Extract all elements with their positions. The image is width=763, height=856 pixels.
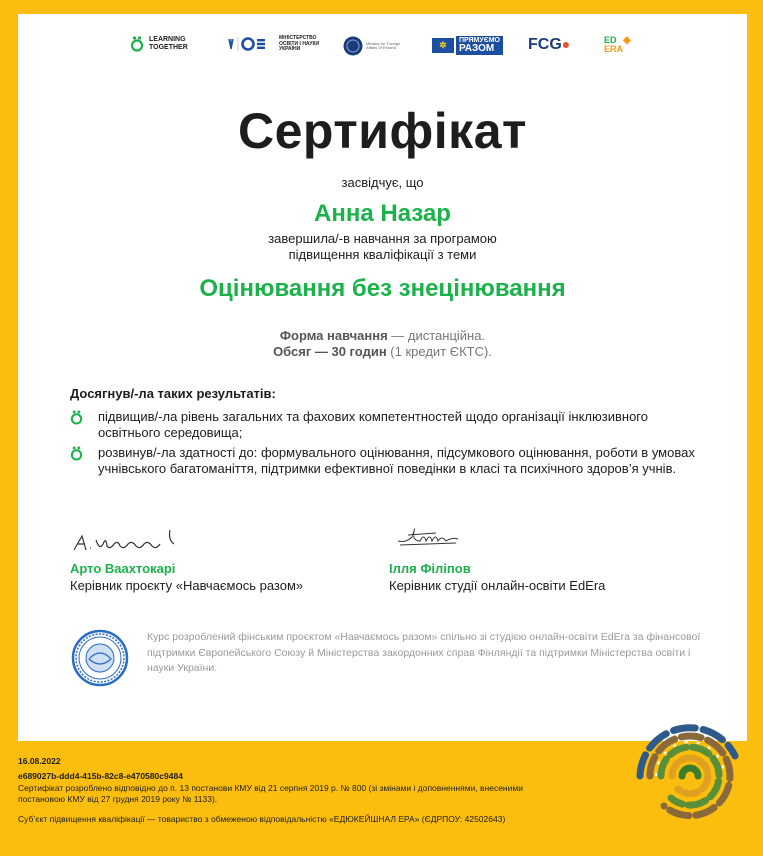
result-item [70,409,710,441]
form-label: Форма навчання [279,328,388,343]
learning-together-icon [130,36,144,52]
provider-text: Суб’єкт підвищення кваліфікації — товариство з обмеженою відповідальністю «ЕДЮКЕЙШНАЛ ЕРА» (ЄДРПОУ: 42502643) [18,814,506,824]
result-item [70,445,710,477]
completed-line-2: підвищення кваліфікації з теми [288,247,477,262]
completed-line-1: завершила/-в навчання за програмою [268,231,497,246]
official-stamp [71,629,129,687]
bullet-icon [70,446,83,461]
certifies-text: засвідчує, що [341,175,424,190]
ministry-text-1: МІНІСТЕРСТВО [279,35,317,41]
edera-spiral-emblem [628,722,753,830]
study-form [18,328,747,343]
certificate-id: e689027b-ddd4-415b-82c8-e470580c9484 [18,771,183,781]
signatory-1 [70,561,303,593]
signatory-role: Керівник студії онлайн-освіти EdEra [389,578,606,593]
edera-logo [604,36,631,54]
ministry-logo [227,36,319,53]
issue-date: 16.08.2022 [18,756,61,766]
ministry-text-3: УКРАЇНИ [279,46,301,52]
ministry-text-2: ОСВІТИ І НАУКИ [279,40,320,47]
course-note: Курс розроблений фінським проєктом «Навчаємось разом» спільно зі студією онлайн-освіти EdEra за фінансової підтримки Європейського Союзу й Міністерства закордонних справ Фінляндії та підтримки Міністерства освіти і науки України. [147,631,701,674]
globe-icon [343,36,363,56]
volume-label: Обсяг — 30 годин [273,344,387,359]
finland-text-1: Ministry for Foreign [366,40,401,46]
logo-text-1: LEARNING [149,36,186,44]
fcg-text: FCG [528,36,562,53]
certificate-card [18,14,747,741]
signatory-name: Арто Ваахтокарі [70,561,176,576]
ministry-emblem-icon [227,36,275,52]
fcg-logo [528,36,570,54]
dot-icon: ● [561,36,571,53]
finland-mfa-logo [343,36,400,56]
form-value: — дистанційна. [387,328,486,343]
eu-text-1: ПРЯМУЄМО [459,37,500,44]
recipient-name: Анна Назар [314,200,451,227]
edera-text-2: ERA [604,44,624,54]
course-title: Оцінювання без знецінювання [199,275,566,302]
signature-image [396,519,461,551]
study-volume [18,344,747,359]
logo-text-2: TOGETHER [149,44,188,51]
partner-logos [18,36,747,62]
legal-text: Сертифікат розроблено відповідно до п. 13 постанови КМУ від 21 серпня 2019 р. № 800 (зі змінами і доповненнями, внесеними постановою КМУ від 27 грудня 2019 року № 1133). [18,783,523,804]
bullet-icon [70,410,83,425]
signatory-name: Ілля Філіпов [389,561,471,576]
results-heading: Досягнув/-ла таких результатів: [70,386,276,401]
signatory-role: Керівник проєкту «Навчаємось разом» [70,578,304,593]
flame-icon: ◆ [623,34,631,46]
finland-text-2: Affairs of Finland [366,45,396,50]
eu-flag-icon: ✲ [432,38,454,53]
learning-together-logo [130,36,188,52]
edera-text-1: ED [604,35,617,45]
signature-image [70,526,190,556]
eu-logo [432,36,503,55]
signatory-2 [389,561,605,593]
volume-value: (1 кредит ЄКТС). [386,344,492,359]
eu-text-2: РАЗОМ [459,43,495,54]
result-text: підвищив/-ла рівень загальних та фахових компетентностей щодо організації інклюзивного освітнього середовища; [98,409,648,440]
result-text: розвинув/-ла здатності до: формувального оцінювання, підсумкового оцінювання, роботи в умовах учнівського багатоманіття, підтримки ефективної поведінки в класі та психічного здоров’я учнів. [98,445,695,476]
certificate-title: Сертифікат [238,103,527,159]
